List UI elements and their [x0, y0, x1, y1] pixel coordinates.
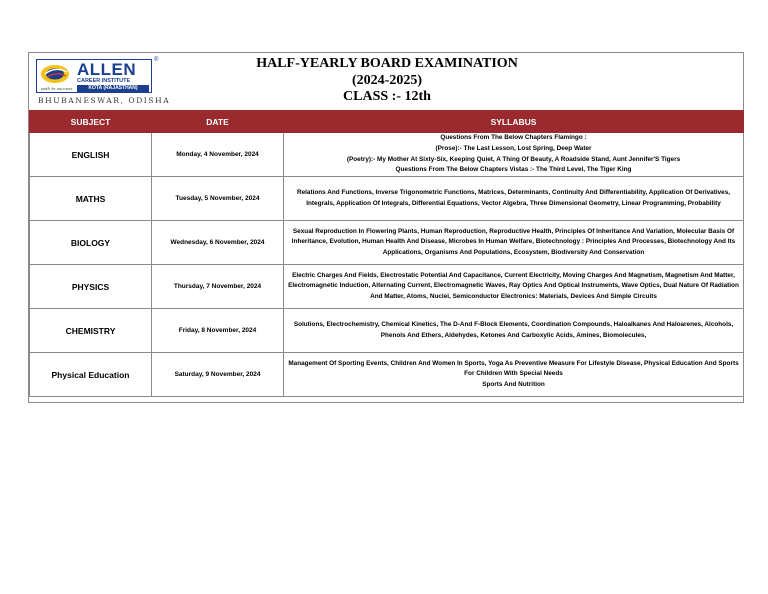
table-row: [30, 133, 744, 177]
title-block: [199, 56, 575, 106]
syllabus-line: Relations And Functions, Inverse Trigonometric Functions, Matrices, Determinants, Continuity And Differentiability, Application Of Derivatives, Integrals, Application Of Integrals, Differential Equations, Vector Algebra, Three Dimensional Geometry, Linear Programming, Probability: [296, 188, 731, 207]
syllabus-cell: [284, 177, 744, 221]
syllabus-line: Sports And Nutrition: [482, 380, 545, 388]
subject-cell: MATHS: [30, 177, 152, 221]
column-header-syllabus: SYLLABUS: [284, 111, 744, 133]
date-cell: Wednesday, 6 November, 2024: [152, 221, 284, 265]
syllabus-line: Solutions, Electrochemistry, Chemical Kinetics, The D-And F-Block Elements, Coordination Compounds, Haloalkanes And Haloarenes, Alcohols, Phenols And Ethers, Aldehydes, Ketones And Carboxylic Acids, Amines, Biomolecules,: [293, 320, 734, 339]
logo-institute: CAREER INSTITUTE: [77, 78, 131, 84]
logo-frame: [36, 59, 152, 93]
allen-logo: [36, 57, 171, 105]
subject-cell: ENGLISH: [30, 133, 152, 177]
date-cell: Saturday, 9 November, 2024: [152, 353, 284, 397]
date-cell: Thursday, 7 November, 2024: [152, 265, 284, 309]
syllabus-line: Questions From The Below Chapters Flamingo :: [440, 134, 587, 142]
logo-brand-name: ALLEN: [77, 60, 137, 79]
exam-title: HALF-YEARLY BOARD EXAMINATION: [256, 56, 518, 71]
subject-cell: BIOLOGY: [30, 221, 152, 265]
logo-tagline: path to success: [41, 86, 73, 91]
syllabus-line: Electric Charges And Fields, Electrostatic Potential And Capacitance, Current Electricity, Moving Charges And Magnetism, Magnetism And Matter, Electromagnetic Induction, Alternating Current, Electromagnetic Waves, Ray Optics And Optical Instruments, Wave Optics, Dual Nature Of Radiation And Matter, Atoms, Nuclei, Semiconductor Electronics: Materials, Devices And Simple Circuits: [288, 271, 739, 300]
table-header-row: [30, 111, 744, 133]
syllabus-line: Questions From The Below Chapters Vistas :- The Third Level, The Tiger King: [395, 166, 632, 174]
syllabus-cell: [284, 133, 744, 177]
registered-mark: ®: [154, 57, 159, 63]
table-row: [30, 309, 744, 353]
exam-schedule-sheet: [28, 52, 744, 403]
date-cell: Friday, 8 November, 2024: [152, 309, 284, 353]
date-cell: Monday, 4 November, 2024: [152, 133, 284, 177]
document-header: [29, 53, 743, 110]
table-row: [30, 177, 744, 221]
table-row: [30, 353, 744, 397]
logo-kota: KOTA (RAJASTHAN): [77, 85, 149, 92]
syllabus-line: (Poetry):- My Mother At Sixty-Six, Keeping Quiet, A Thing Of Beauty, A Roadside Stand, Aunt Jennifer'S Tigers: [346, 155, 681, 163]
subject-cell: CHEMISTRY: [30, 309, 152, 353]
exam-session: (2024-2025): [352, 72, 422, 88]
exam-class: CLASS :- 12th: [343, 89, 431, 104]
date-cell: Tuesday, 5 November, 2024: [152, 177, 284, 221]
column-header-subject: SUBJECT: [30, 111, 152, 133]
syllabus-cell: [284, 353, 744, 397]
syllabus-line: Sexual Reproduction In Flowering Plants, Human Reproduction, Reproductive Health, Principles Of Inheritance And Variation, Molecular Basis Of Inheritance, Evolution, Human Health And Disease, Microbes In Human Welfare, Biotechnology : Principles And Processes, Biotechnology And Its Applications, Organisms And Populations, Ecosystem, Biodiversity And Conservation: [291, 227, 736, 256]
table-row: [30, 265, 744, 309]
syllabus-cell: [284, 309, 744, 353]
syllabus-line: Management Of Sporting Events, Children And Women In Sports, Yoga As Preventive Measure For Lifestyle Disease, Physical Education And Sports For Children With Special Needs: [288, 359, 739, 378]
syllabus-cell: [284, 221, 744, 265]
syllabus-line: (Prose):- The Last Lesson, Lost Spring, Deep Water: [435, 144, 592, 152]
column-header-date: DATE: [152, 111, 284, 133]
table-row: [30, 221, 744, 265]
logo-city: BHUBANESWAR, ODISHA: [38, 96, 171, 105]
schedule-table: [29, 110, 744, 397]
subject-cell: PHYSICS: [30, 265, 152, 309]
syllabus-cell: [284, 265, 744, 309]
subject-cell: Physical Education: [30, 353, 152, 397]
